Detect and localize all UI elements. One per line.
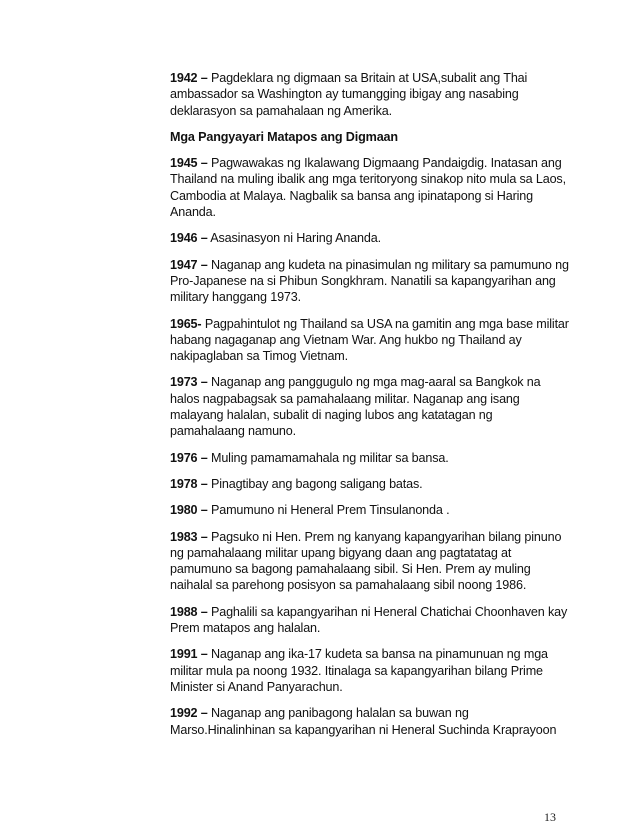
entry-year: 1992 – xyxy=(170,706,208,721)
page-number: 13 xyxy=(544,810,556,824)
entry-text: Asasinasyon ni Haring Ananda. xyxy=(207,231,381,246)
timeline-entry-1980 xyxy=(170,502,570,518)
entry-year: 1942 – xyxy=(170,71,208,85)
timeline-entry-1978 xyxy=(170,476,570,492)
entry-year: 1946 – xyxy=(170,231,208,246)
entry-year: 1988 – xyxy=(170,604,208,619)
timeline-entry-1942 xyxy=(170,70,570,119)
timeline-entry-1947 xyxy=(170,257,570,306)
timeline-entry-1976 xyxy=(170,450,570,466)
entry-text: Naganap ang panggugulo ng mga mag-aaral sa Bangkok na halos nagpabagsak sa pamahalaang militar. Naganap ang isang malayang halalan, subalit di naging lubos ang katatagan ng pamahalaang namuno. xyxy=(170,375,541,439)
entry-year: 1965- xyxy=(170,316,202,331)
entry-year: 1983 – xyxy=(170,529,208,544)
timeline-entry-1983 xyxy=(170,529,570,594)
entry-text: Naganap ang ika-17 kudeta sa bansa na pinamunuan ng mga militar mula pa noong 1932. Itinalaga sa kapangyarihan bilang Prime Minister si Anand Panyarachun. xyxy=(170,647,548,694)
entry-text: Pagsuko ni Hen. Prem ng kanyang kapangyarihan bilang pinuno ng pamahalaang militar upang bigyang daan ang pagtatatag at pamumuno sa bagong pamahalaang sibil. Si Hen. Prem ay muling naihalal sa parehong posisyon sa pamahalaang sibil noong 1986. xyxy=(170,529,562,593)
entry-text: Pagpahintulot ng Thailand sa USA na gamitin ang mga base militar habang nagaganap ang Vietnam War. Ang hukbo ng Thailand ay nakipaglaban sa Timog Vietnam. xyxy=(170,316,569,364)
entry-year: 1991 – xyxy=(170,647,208,662)
document-body xyxy=(170,70,570,748)
timeline-entry-1988 xyxy=(170,604,570,637)
timeline-entry-1992 xyxy=(170,705,570,738)
timeline-entry-1965 xyxy=(170,316,570,365)
entry-text: Muling pamamamahala ng militar sa bansa. xyxy=(207,450,449,465)
entry-text: Pinagtibay ang bagong saligang batas. xyxy=(207,476,423,491)
entry-text: Pamumuno ni Heneral Prem Tinsulanonda . xyxy=(207,503,450,518)
timeline-entry-1991 xyxy=(170,646,570,695)
entry-text: Naganap ang kudeta na pinasimulan ng military sa pamumuno ng Pro-Japanese na si Phibun Songkhram. Nanatili sa kapangyarihan ang military hanggang 1973. xyxy=(170,257,569,305)
entry-year: 1973 – xyxy=(170,375,208,390)
entry-text: Pagwawakas ng Ikalawang Digmaang Pandaigdig. Inatasan ang Thailand na muling ibalik ang mga teritoryong sinakop nito mula sa Laos, Cambodia at Malaya. Nagbalik sa bansa ang ipinatapong si Haring Ananda. xyxy=(170,156,566,220)
timeline-entry-1946 xyxy=(170,230,570,246)
entry-year: 1978 – xyxy=(170,476,208,491)
entry-year: 1980 – xyxy=(170,503,208,518)
section-heading: Mga Pangyayari Matapos ang Digmaan xyxy=(170,129,398,144)
entry-year: 1947 – xyxy=(170,257,208,272)
entry-text: Naganap ang panibagong halalan sa buwan ng Marso.Hinalinhinan sa kapangyarihan ni Heneral Suchinda Kraprayoon xyxy=(170,706,557,737)
timeline-entry-1945 xyxy=(170,155,570,220)
entry-text: Paghalili sa kapangyarihan ni Heneral Chatichai Choonhaven kay Prem matapos ang halalan. xyxy=(170,604,568,636)
entry-text: Pagdeklara ng digmaan sa Britain at USA,subalit ang Thai ambassador sa Washington ay tumangging ibigay ang nasabing deklarasyon sa pamahalaan ng Amerika. xyxy=(170,71,528,118)
entry-year: 1976 – xyxy=(170,450,208,465)
timeline-entry-1973 xyxy=(170,374,570,439)
entry-year: 1945 – xyxy=(170,156,208,171)
